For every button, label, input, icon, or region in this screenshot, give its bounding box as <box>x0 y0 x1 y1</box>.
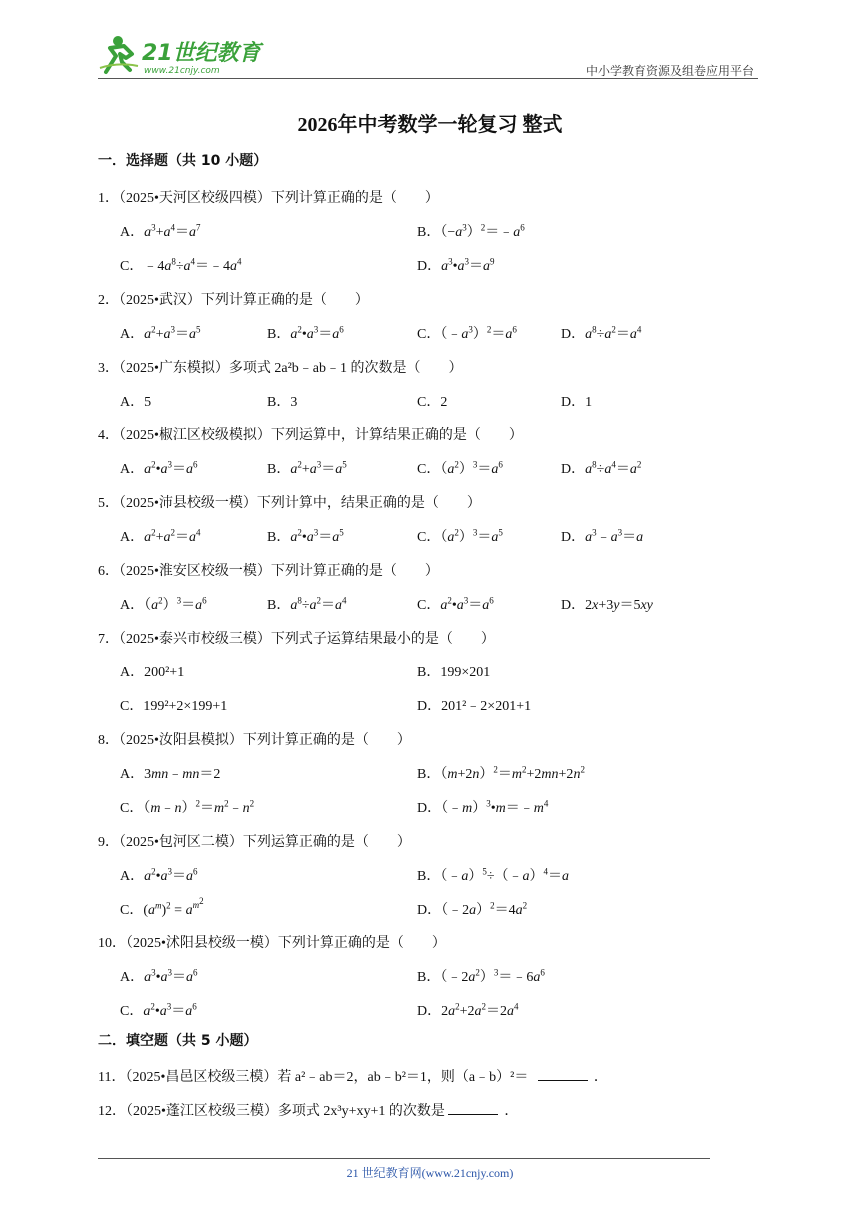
option-b: B．199×201 <box>417 665 491 680</box>
option-d: D．$a^8\div a^2=a^4$ <box>561 324 642 342</box>
logo-url: www.21cnjy.com <box>144 66 220 76</box>
option-d: D．$a^3﹣a^3=a$ <box>561 527 644 545</box>
question-7: 7．（2025•泰兴市校级三模）下列式子运算结果最小的是（ ） <box>98 632 495 647</box>
option-d: D．$a^8\div a^4=a^2$ <box>561 459 642 477</box>
option-c: C．$(a^2)^3=a^6$ <box>417 459 503 477</box>
question-1: 1．（2025•天河区校级四模）下列计算正确的是（ ） <box>98 191 439 206</box>
question-8: 8．（2025•汝阳县模拟）下列计算正确的是（ ） <box>98 733 411 748</box>
option-c: C．199²+2×199+1 <box>120 699 228 714</box>
option-b: B．$a^2•a^3=a^5$ <box>267 527 344 545</box>
question-12: 12．（2025•蓬江区校级三模）多项式 2x³y+xy+1 的次数是 ． <box>98 1104 519 1119</box>
option-c: C．2 <box>417 395 448 410</box>
answer-blank <box>538 1068 588 1081</box>
option-d: D．2x+3y＝5xy <box>561 598 653 613</box>
question-10: 10．（2025•沭阳县校级一模）下列计算正确的是（ ） <box>98 936 446 951</box>
option-b: B．（﹣a）$^5$÷（﹣a）$^4$＝a <box>417 866 570 884</box>
section-choice-heading: 一．选择题（共 10 小题） <box>98 153 268 169</box>
option-a: A．$a^3+a^4=a^7$ <box>120 222 201 240</box>
header-divider <box>98 78 758 79</box>
option-d: D．$(﹣2a)^2=4a^2$ <box>417 900 528 918</box>
option-a: A．$a^2•a^3=a^6$ <box>120 459 198 477</box>
option-c: C．$(m﹣n)^2=m^2﹣n^2$ <box>120 798 255 816</box>
option-a: A．$a^2•a^3=a^6$ <box>120 866 198 884</box>
footer-site: 21 世纪教育网(www.21cnjy.com) <box>346 1166 514 1180</box>
option-c: C．$(﹣a^3)^2=a^6$ <box>417 324 517 342</box>
option-d: D．1 <box>561 395 593 410</box>
option-a: A．200²+1 <box>120 665 185 680</box>
question-4: 4．（2025•椒江区校级模拟）下列运算中，计算结果正确的是（ ） <box>98 428 523 443</box>
option-b: B．$a^2+a^3=a^5$ <box>267 459 347 477</box>
option-b: B．$a^2•a^3=a^6$ <box>267 324 344 342</box>
answer-blank <box>448 1102 498 1115</box>
question-5: 5．（2025•沛县校级一模）下列计算中，结果正确的是（ ） <box>98 496 481 511</box>
option-c: C．$﹣4a^8\div a^4=﹣4a^4$ <box>120 256 242 274</box>
option-a: A．$a^2+a^2=a^4$ <box>120 527 201 545</box>
page-header <box>98 30 758 80</box>
question-3: 3．（2025•广东模拟）多项式 2a²b﹣ab﹣1 的次数是（ ） <box>98 361 463 376</box>
option-c: C．$a^2•a^3=a^6$ <box>417 595 494 613</box>
option-a: A．$(a^2)^3=a^6$ <box>120 595 207 613</box>
option-d: D．$(﹣m)^3•m=﹣m^4$ <box>417 798 549 816</box>
option-b: B．3 <box>267 395 298 410</box>
option-c: C．$(a^m)^2 = a^{m^2}$ <box>120 896 204 918</box>
option-d: D．$a^3•a^3=a^9$ <box>417 256 495 274</box>
option-b: B．$a^8\div a^2=a^4$ <box>267 595 347 613</box>
option-d: D．$2a^2+2a^2=2a^4$ <box>417 1001 519 1019</box>
question-11: 11．（2025•昌邑区校级三模）若 a²﹣ab＝2，ab﹣b²＝1，则（a﹣b）²＝ ． <box>98 1070 608 1085</box>
logo-text: 21世纪教育 <box>142 41 261 66</box>
option-c: C．$(a^2)^3=a^5$ <box>417 527 503 545</box>
option-a: A．$a^3•a^3=a^6$ <box>120 967 198 985</box>
option-b: B．$(﹣2a^2)^3=﹣6a^6$ <box>417 967 545 985</box>
question-2: 2．（2025•武汉）下列计算正确的是（ ） <box>98 293 369 308</box>
question-6: 6．（2025•淮安区校级一模）下列计算正确的是（ ） <box>98 564 439 579</box>
option-a: A．$a^2+a^3=a^5$ <box>120 324 201 342</box>
platform-label: 中小学教育资源及组卷应用平台 <box>585 64 754 78</box>
option-a: A．5 <box>120 395 152 410</box>
option-b: B．$(m+2n)^2=m^2+2mn+2n^2$ <box>417 764 585 782</box>
page-title: 2026年中考数学一轮复习 整式 <box>297 114 563 136</box>
option-a: A．3mn﹣mn＝2 <box>120 767 221 782</box>
option-d: D．201²﹣2×201+1 <box>417 699 532 714</box>
question-11-text: 11．（2025•昌邑区校级三模）若 a²﹣ab＝2，ab﹣b²＝1，则（a﹣b）²＝ <box>98 1070 529 1085</box>
logo-21cnjy <box>98 32 273 76</box>
option-c: C．$a^2•a^3=a^6$ <box>120 1001 197 1019</box>
question-12-text: 12．（2025•蓬江区校级三模）多项式 2x³y+xy+1 的次数是 <box>98 1104 445 1119</box>
footer-divider <box>98 1158 710 1159</box>
option-b: B．$(-a^3)^2=﹣a^6$ <box>417 222 525 240</box>
question-9: 9．（2025•包河区二模）下列运算正确的是（ ） <box>98 835 411 850</box>
section-fill-heading: 二．填空题（共 5 小题） <box>98 1033 258 1049</box>
